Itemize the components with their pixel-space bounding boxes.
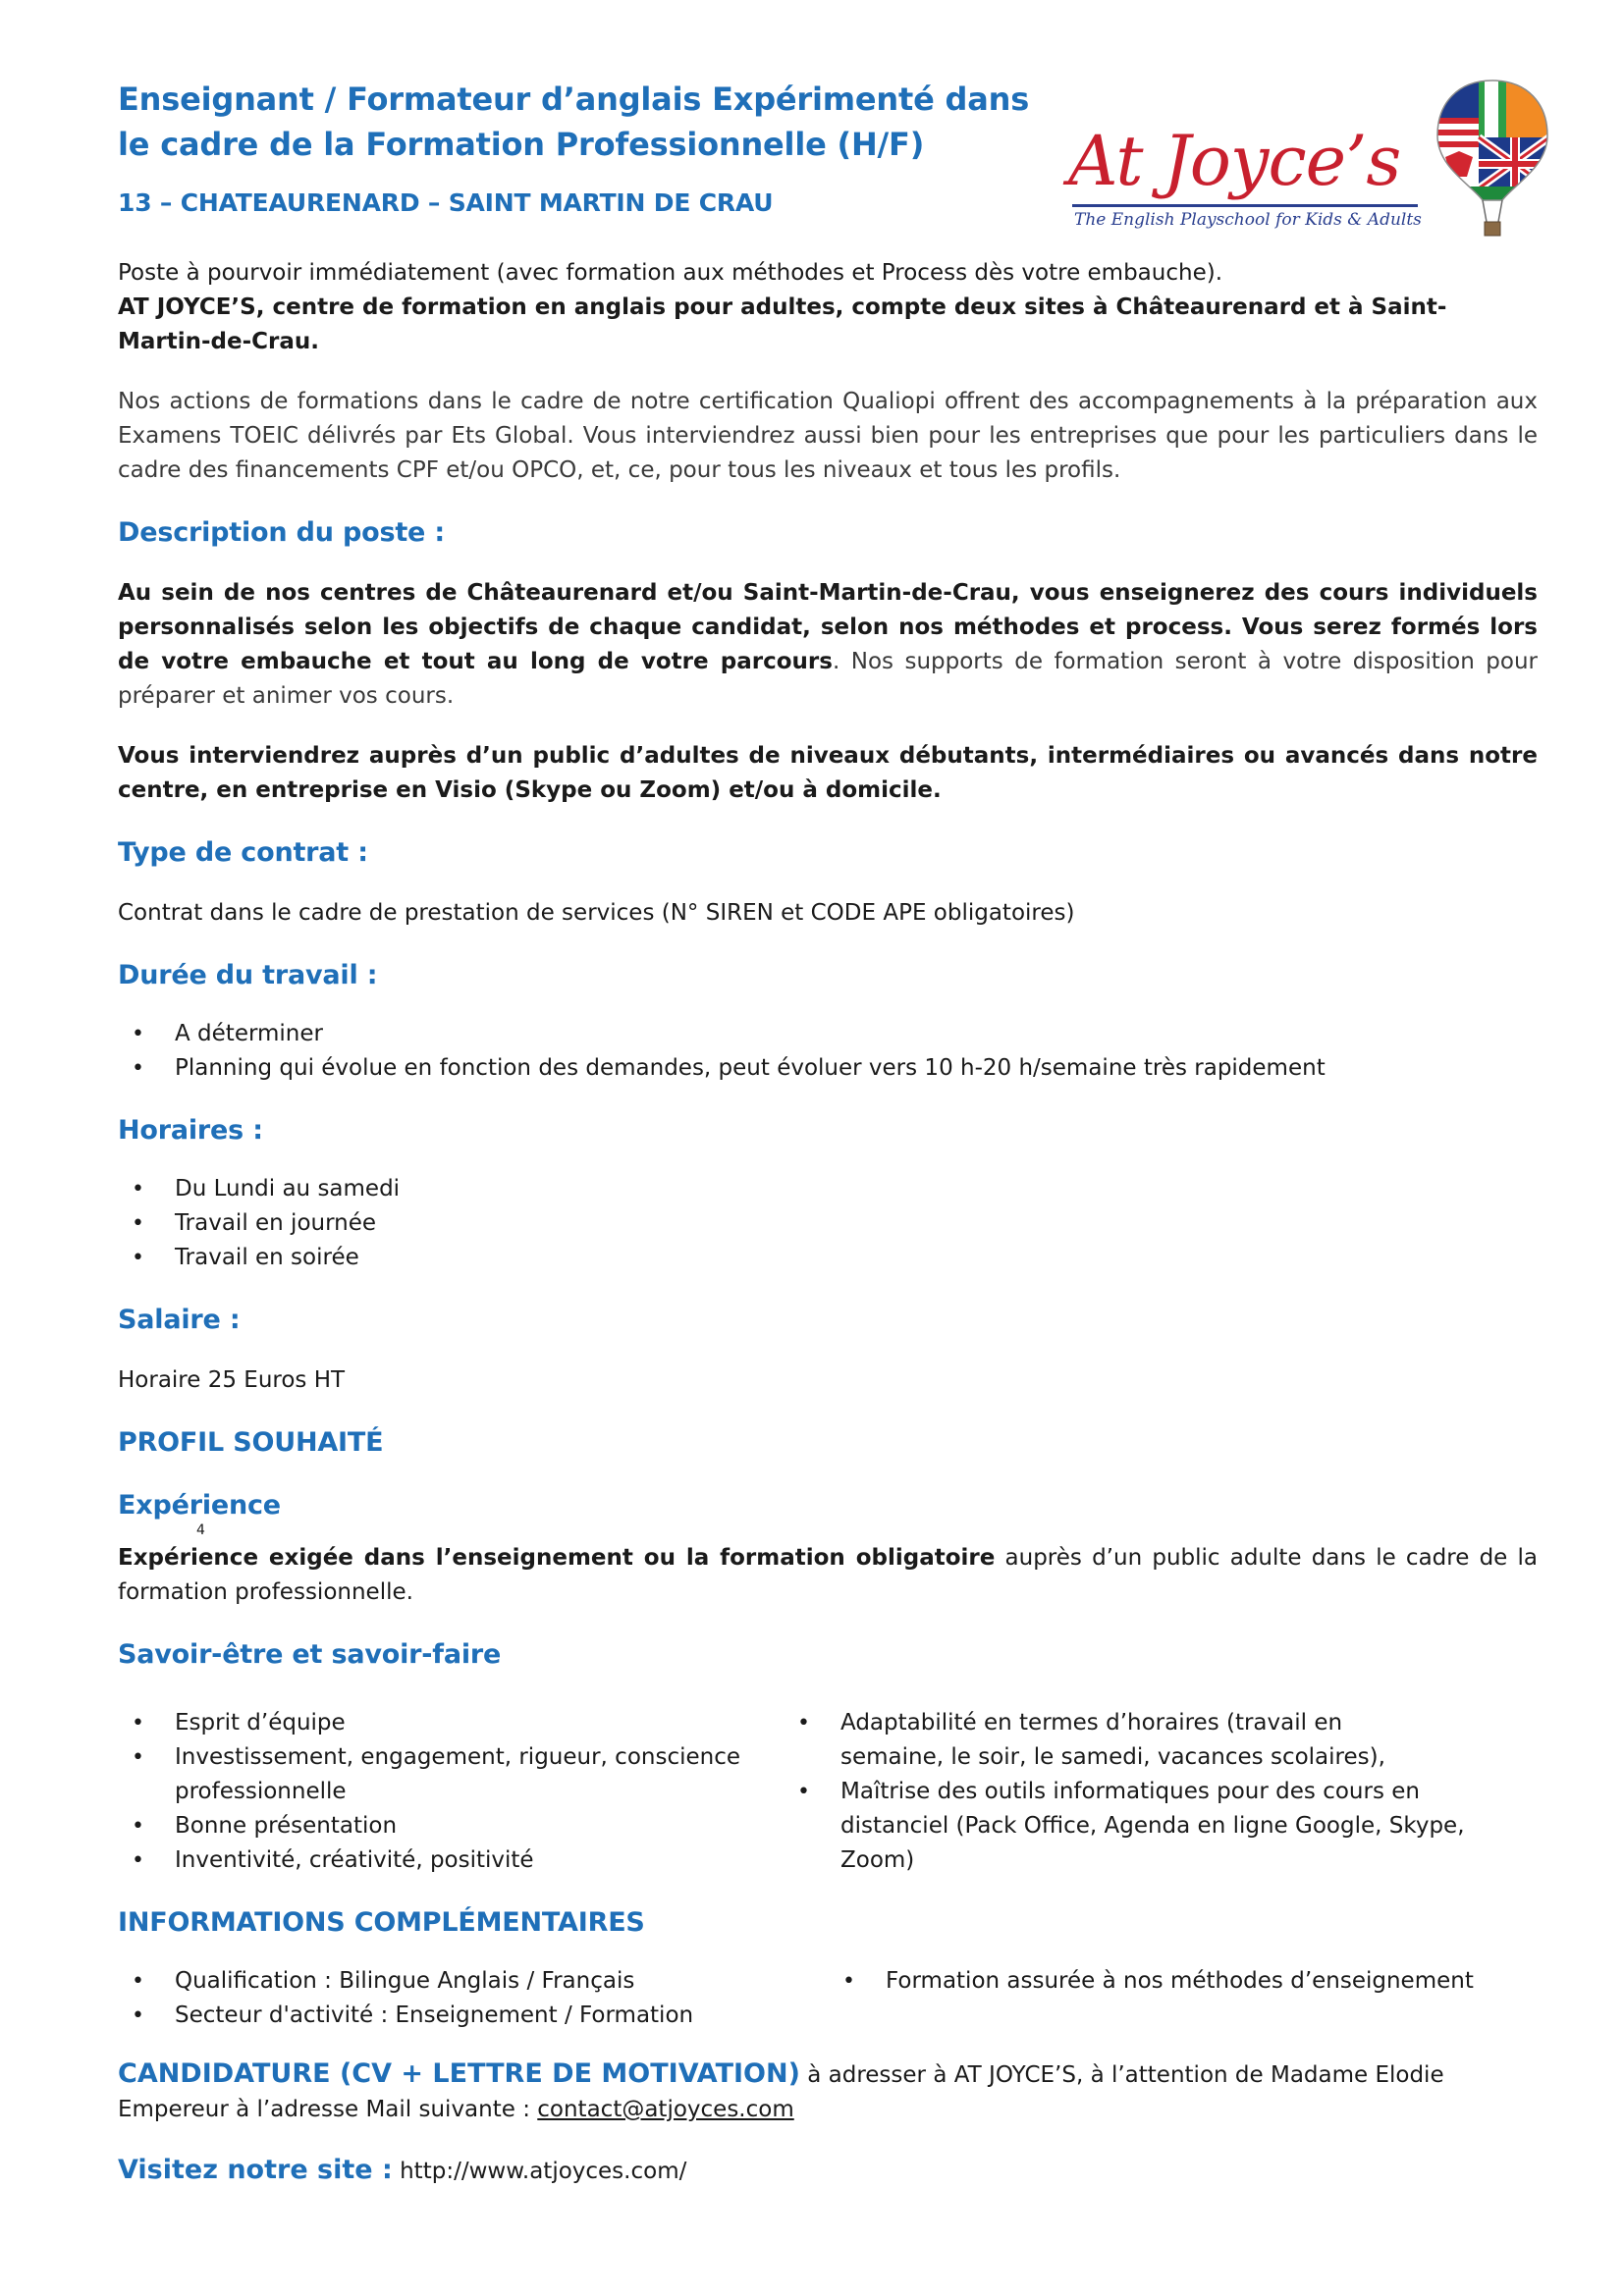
description-rest-text: . Nos supports de formation seront à votre disposition pour préparer et animer vos cours. [118, 649, 1538, 709]
list-item: • Bonne présentation [118, 1809, 784, 1843]
list-item: • Travail en soirée [118, 1241, 1538, 1275]
logo-wordmark: At Joyce’s [1068, 121, 1401, 201]
application-heading: CANDIDATURE (CV + LETTRE DE MOTIVATION) [118, 2058, 800, 2089]
description-bold-text: Au sein de nos centres de Châteaurenard et/ou Saint-Martin-de-Crau, vous enseignerez des cours individuels personnalisés selon les objectifs de chaque candidat, selon nos méthodes et process. Vous serez formés lors de votre embauche et tout au long de votre parcours [118, 580, 1538, 674]
logo-tagline: The English Playschool for Kids & Adults [1074, 210, 1422, 230]
skills-list-right [784, 1706, 1496, 1878]
salary-heading: Salaire : [118, 1305, 241, 1335]
skills-columns [118, 1706, 1538, 1878]
list-item: • Inventivité, créativité, positivité [118, 1843, 784, 1878]
salary-text: Horaire 25 Euros HT [118, 1367, 346, 1393]
experience-paragraph [118, 1541, 1538, 1610]
hours-heading: Horaires : [118, 1115, 263, 1146]
site-line [118, 2153, 1538, 2189]
site-url[interactable]: http://www.atjoyces.com/ [400, 2159, 687, 2184]
hours-list [118, 1172, 1538, 1275]
experience-bold-text: Expérience exigée dans l’enseignement ou la formation obligatoire [118, 1545, 996, 1571]
info-columns [118, 1964, 1538, 2033]
list-item: • Secteur d'activité : Enseignement / Formation [118, 1999, 829, 2033]
list-item: • Investissement, engagement, rigueur, conscience professionnelle [118, 1740, 784, 1809]
application-paragraph [118, 2056, 1538, 2127]
job-posting [118, 77, 1538, 2189]
duration-heading: Durée du travail : [118, 960, 378, 990]
list-item: • Esprit d’équipe [118, 1706, 784, 1740]
list-item: • Formation assurée à nos méthodes d’enseignement [829, 1964, 1516, 1999]
contact-email-link[interactable]: contact@atjoyces.com [537, 2097, 794, 2122]
profile-heading: PROFIL SOUHAITÉ [118, 1427, 384, 1458]
list-item: • Travail en journée [118, 1206, 1538, 1241]
intro-line-2: AT JOYCE’S, centre de formation en anglais pour adultes, compte deux sites à Châteaurenard et à Saint-Martin-de-Crau. [118, 294, 1447, 354]
description-heading: Description du poste : [118, 517, 445, 548]
skills-heading: Savoir-être et savoir-faire [118, 1639, 502, 1670]
page-title: Enseignant / Formateur d’anglais Expérimenté dans le cadre de la Formation Professionnelle (H/F) [118, 80, 1030, 163]
job-location: 13 – CHATEAURENARD – SAINT MARTIN DE CRAU [118, 188, 774, 217]
info-list-right [829, 1964, 1516, 2033]
list-item: • A déterminer [118, 1017, 1538, 1051]
info-list-left [118, 1964, 829, 2033]
list-item: • Maîtrise des outils informatiques pour des cours en distanciel (Pack Office, Agenda en ligne Google, Skype, Zoom) [784, 1775, 1467, 1878]
info-heading: INFORMATIONS COMPLÉMENTAIRES [118, 1907, 645, 1938]
footnote-mark: 4 [196, 1522, 205, 1538]
list-item: • Du Lundi au samedi [118, 1172, 1538, 1206]
intro-line-1: Poste à pourvoir immédiatement (avec formation aux méthodes et Process dès votre embauche). [118, 260, 1223, 286]
skills-list-left [118, 1706, 784, 1878]
application-text: à adresser à AT JOYCE’S, à l’attention de Madame Elodie Empereur à l’adresse Mail suivante : [118, 2062, 1444, 2122]
duration-list [118, 1017, 1538, 1086]
list-item: • Adaptabilité en termes d’horaires (travail en semaine, le soir, le samedi, vacances scolaires), [784, 1706, 1467, 1775]
experience-rest-text: auprès d’un public adulte dans le cadre de la formation professionnelle. [118, 1545, 1538, 1605]
list-item: • Planning qui évolue en fonction des demandes, peut évoluer vers 10 h-20 h/semaine très rapidement [118, 1051, 1538, 1086]
site-label: Visitez notre site : [118, 2155, 393, 2185]
contract-heading: Type de contrat : [118, 837, 368, 868]
description-paragraph-2: Vous interviendrez auprès d’un public d’adultes de niveaux débutants, intermédiaires ou avancés dans notre centre, en entreprise en Visio (Skype ou Zoom) et/ou à domicile. [118, 743, 1538, 803]
intro-paragraph: Nos actions de formations dans le cadre de notre certification Qualiopi offrent des accompagnements à la préparation aux Examens TOEIC délivrés par Ets Global. Vous interviendrez aussi bien pour les entreprises que pour les particuliers dans le cadre des financements CPF et/ou OPCO, et, ce, pour tous les niveaux et tous les profils. [118, 389, 1538, 483]
description-paragraph-1 [118, 576, 1538, 714]
contract-text: Contrat dans le cadre de prestation de services (N° SIREN et CODE APE obligatoires) [118, 900, 1075, 926]
experience-heading: Expérience [118, 1490, 281, 1521]
list-item: • Qualification : Bilingue Anglais / Français [118, 1964, 829, 1999]
